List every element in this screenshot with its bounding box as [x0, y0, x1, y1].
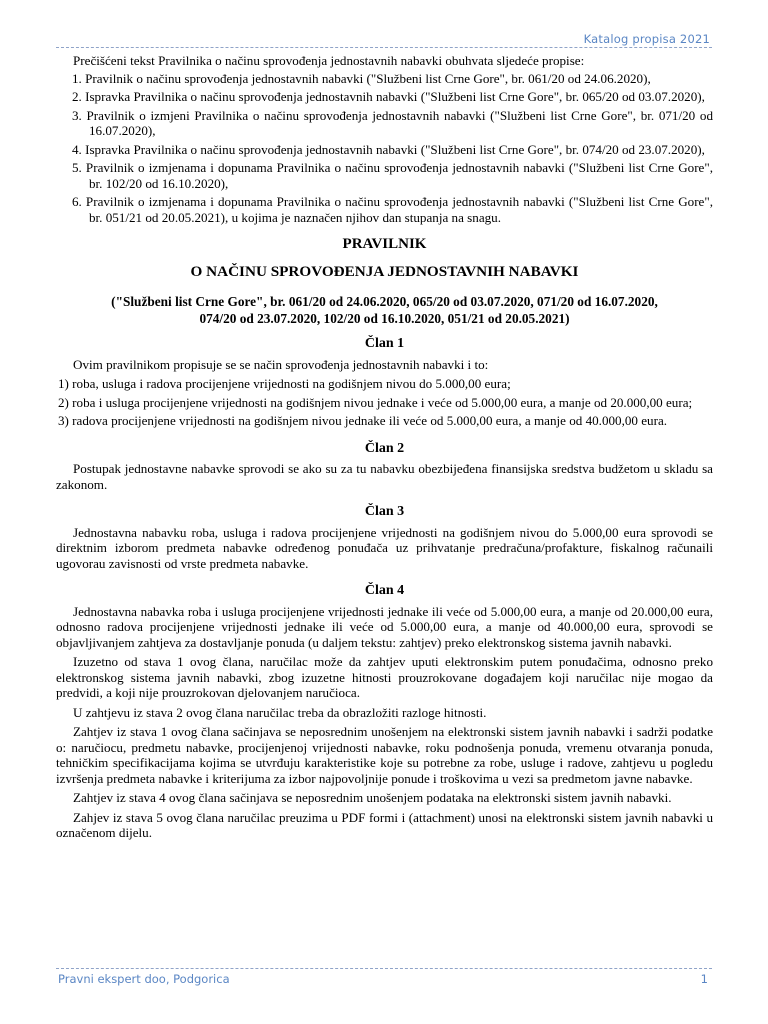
article-text: Postupak jednostavne nabavke sprovodi se ako su za tu nabavku obezbijeđena finansijska sredstva budžetom u skladu sa zakonom. [56, 461, 713, 492]
source-item: 5. Pravilnik o izmjenama i dopunama Pravilnika o načinu sprovođenja jednostavnih nabavki ("Službeni list Crne Gore", br. 102/20 od 16.10.2020), [72, 160, 713, 191]
gazette-line: ("Službeni list Crne Gore", br. 061/20 od 24.06.2020, 065/20 od 03.07.2020, 071/20 od 16.07.2020, [111, 294, 658, 309]
article-heading: Član 3 [364, 504, 405, 519]
document-title: PRAVILNIK [342, 236, 427, 252]
article-heading: Član 2 [364, 440, 405, 456]
document-subtitle: O NAČINU SPROVOĐENJA JEDNOSTAVNIH NABAVKI [190, 262, 579, 280]
document-body [56, 53, 713, 845]
article-paragraph: Zahjev iz stava 5 ovog člana naručilac preuzima u PDF formi i (attachment) unosi na elektronski sistem javnih nabavki u označenom dijelu. [56, 809, 713, 840]
article-paragraph: Jednostavna nabavka roba i usluga procijenjene vrijednosti jednake ili veće od 5.000,00 eura, a manje od 20.000,00 eura, odnosno radova procijenjene vrijednosti jednake ili veće od 5.000,00 eura, a manje od 40.000,00 eura, sprovodi se objavljivanjem zahtjeva za dostavljanje ponuda (u daljem tekstu: zahtjev) preko elektronskog sistema javnih nabavki. [56, 603, 713, 650]
article-text: Ovim pravilnikom propisuje se se način sprovođenja jednostavnih nabavki i to: [73, 356, 489, 372]
article-paragraph: Zahtjev iz stava 1 ovog člana sačinjava se neposrednim unošenjem na elektronski sistem javnih nabavki i sadrži podatke o: naručiocu, predmetu nabavke, procijenjenoj vrijednosti nabavke, roku podnošenja ponuda, vremenu otvaranja ponuda, tehničkim specifikacijama kojima se utvrđuju karakteristike koje su potrebne za robe, usluge i radove, zahtjevu u pogledu izvršenja predmeta nabavke i kriterijuma za izbor najpovoljnije ponude i troškovima u vezi sa predmetom javne nabavke. [56, 724, 713, 786]
article-list-item: 1) roba, usluga i radova procijenjene vrijednosti na godišnjem nivou do 5.000,00 eura; [58, 376, 511, 391]
source-item: 2. Ispravka Pravilnika o načinu sprovođenja jednostavnih nabavki ("Službeni list Crne Gore", br. 065/20 od 03.07.2020), [72, 89, 705, 104]
article-list-item: 2) roba i usluga procijenjene vrijednosti na godišnjem nivou jednake i veće od 5.000,00 eura, a manje od 20.000,00 eura; [58, 394, 693, 410]
source-item: 1. Pravilnik o načinu sprovođenja jednostavnih nabavki ("Službeni list Crne Gore", br. 061/20 od 24.06.2020), [72, 70, 651, 86]
article-heading: Član 4 [364, 583, 405, 598]
footer-publisher: Pravni ekspert doo, Podgorica [58, 972, 230, 986]
page-number: 1 [700, 972, 708, 986]
article-paragraph: U zahtjevu iz stava 2 ovog člana naručilac treba da obrazložiti razloge hitnosti. [73, 704, 487, 720]
article-heading: Član 1 [364, 336, 405, 351]
article-paragraph: Zahtjev iz stava 4 ovog člana sačinjava se neposrednim unošenjem podataka na elektronski sistem javnih nabavki. [73, 790, 672, 805]
article-list-item: 3) radova procijenjene vrijednosti na godišnjem nivou jednake ili veće od 5.000,00 eura, a manje od 40.000,00 eura. [58, 413, 668, 428]
header-title: Katalog propisa 2021 [583, 32, 710, 46]
gazette-reference [56, 293, 713, 327]
source-item: 3. Pravilnik o izmjeni Pravilnika o načinu sprovođenja jednostavnih nabavki ("Službeni list Crne Gore", br. 071/20 od 16.07.2020), [72, 107, 713, 138]
article-text: Jednostavna nabavku roba, usluga i radova procijenjene vrijednosti na godišnjem nivou do 5.000,00 eura sprovodi se direktnim izborom predmeta nabavke određenog ponuđača uz prihvatanje predračuna/profakture, fiskalnog računaili ugovorau zavisnosti od vrste predmeta nabavke. [56, 524, 713, 571]
intro-text: Prečišćeni tekst Pravilnika o načinu sprovođenja jednostavnih nabavki obuhvata sljedeće propise: [73, 53, 585, 68]
footer-divider [56, 968, 712, 969]
source-item: 6. Pravilnik o izmjenama i dopunama Pravilnika o načinu sprovođenja jednostavnih nabavki ("Službeni list Crne Gore", br. 051/21 od 20.05.2021), u kojima je naznačen njihov dan stupanja na snagu. [72, 194, 713, 225]
gazette-line: 074/20 od 23.07.2020, 102/20 od 16.10.2020, 051/21 od 20.05.2021) [199, 311, 570, 326]
article-paragraph: Izuzetno od stava 1 ovog člana, naručilac može da zahtjev uputi elektronskim putem ponuđačima, odnosno preko elektronskog sistema javnih nabavki, zbog izuzetne hitnosti prouzrokovane događajem koji naručilac nije mogao da predvidi, a koji nije prouzrokovan djelovanjem naručioca. [56, 654, 713, 700]
header-divider [56, 47, 712, 48]
source-item: 4. Ispravka Pravilnika o načinu sprovođenja jednostavnih nabavki ("Službeni list Crne Gore", br. 074/20 od 23.07.2020), [72, 141, 705, 157]
source-list [56, 71, 713, 226]
